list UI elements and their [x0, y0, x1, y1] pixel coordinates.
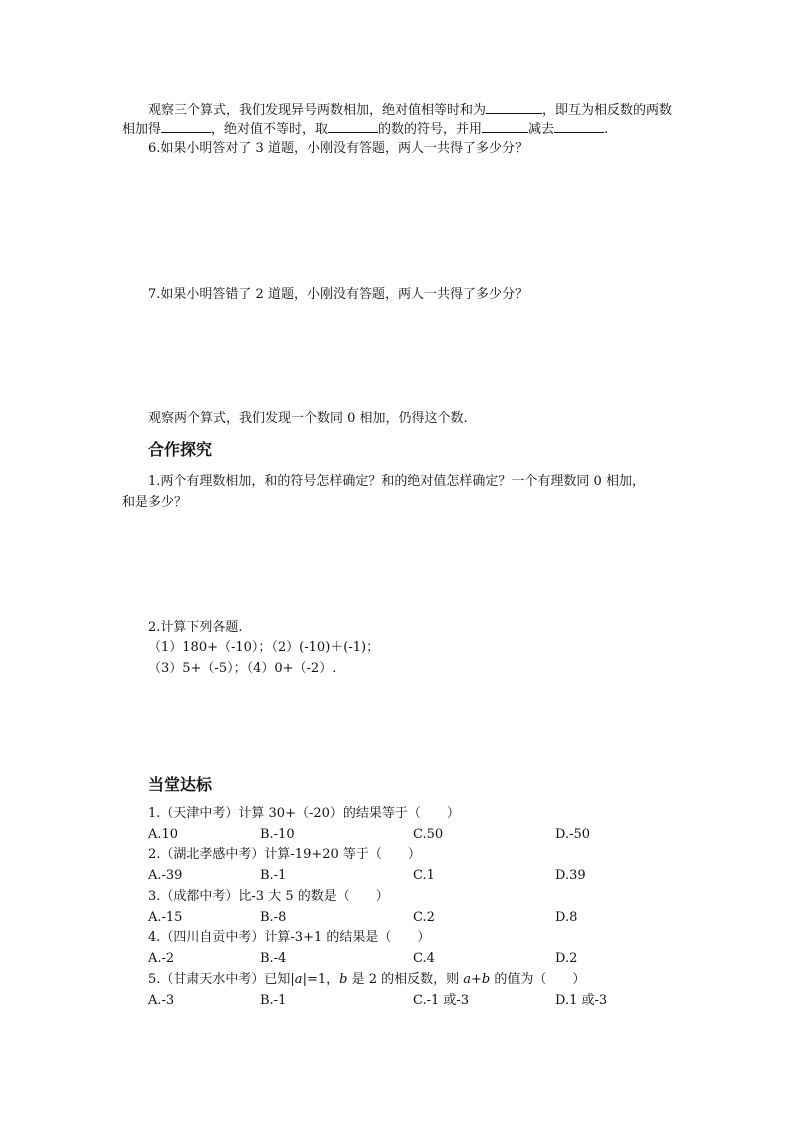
- text-segment: ，绝对值不等时，取: [211, 122, 329, 137]
- option-d[interactable]: D.1 或-3: [555, 993, 608, 1008]
- question-6: 6.如果小明答对了 3 道题，小刚没有答题，两人一共得了多少分？: [148, 141, 528, 156]
- text-segment: 5.（甘肃天水中考）已知|: [148, 972, 295, 987]
- observe-paragraph-line2: [122, 119, 608, 139]
- option-c[interactable]: C.-1 或-3: [413, 993, 470, 1008]
- option-d[interactable]: D.39: [555, 868, 586, 883]
- practice-question-3: 3.（成都中考）比-3 大 5 的数是（ ）: [148, 889, 389, 904]
- option-b[interactable]: B.-8: [260, 910, 287, 925]
- section-heading-cooperation: 合作探究: [148, 440, 213, 459]
- practice-question-2: 2.（湖北孝感中考）计算-19+20 等于（ ）: [148, 847, 421, 862]
- coop-question-1-line1: 1.两个有理数相加，和的符号怎样确定？和的绝对值怎样确定？一个有理数同 0 相加，: [148, 474, 645, 489]
- option-d[interactable]: D.8: [555, 910, 578, 925]
- coop-question-2-title: 2.计算下列各题.: [148, 620, 243, 635]
- section-heading-practice: 当堂达标: [148, 775, 213, 794]
- variable-b: b: [339, 972, 348, 987]
- option-b[interactable]: B.-4: [260, 951, 287, 966]
- variable-a: a: [294, 972, 303, 987]
- variable-a-plus-b: a+b: [463, 972, 491, 987]
- practice-question-1: 1.（天津中考）计算 30+（-20）的结果等于（ ）: [148, 806, 460, 821]
- observe-paragraph-line1: [148, 100, 672, 120]
- text-segment: ，即互为相反数的两数: [542, 103, 673, 118]
- option-b[interactable]: B.-1: [260, 868, 287, 883]
- option-a[interactable]: A.10: [148, 827, 179, 842]
- practice-question-5: [148, 971, 585, 989]
- observe-paragraph-2: 观察两个算式，我们发现一个数同 0 相加，仍得这个数.: [148, 411, 468, 426]
- coop-question-1-line2: 和是多少？: [122, 495, 188, 510]
- answer-blank[interactable]: [161, 119, 211, 133]
- option-c[interactable]: C.50: [413, 827, 444, 842]
- option-a[interactable]: A.-2: [148, 951, 175, 966]
- option-a[interactable]: A.-39: [148, 868, 183, 883]
- coop-question-2-line2: （3）5+（-5）；（4）0+（-2）.: [148, 661, 337, 676]
- text-segment: |=1，: [302, 972, 340, 987]
- answer-blank[interactable]: [328, 119, 378, 133]
- text-segment: .: [604, 122, 609, 137]
- text-segment: 观察三个算式，我们发现异号两数相加，绝对值相等时和为: [148, 103, 487, 118]
- option-d[interactable]: D.-50: [555, 827, 591, 842]
- answer-blank[interactable]: [554, 119, 604, 133]
- option-b[interactable]: B.-10: [260, 827, 295, 842]
- option-a[interactable]: A.-15: [148, 910, 183, 925]
- practice-question-4: 4.（四川自贡中考）计算-3+1 的结果是（ ）: [148, 930, 431, 945]
- option-c[interactable]: C.1: [413, 868, 435, 883]
- option-d[interactable]: D.2: [555, 951, 578, 966]
- text-segment: 相加得: [122, 122, 162, 137]
- answer-blank[interactable]: [486, 100, 542, 114]
- question-7: 7.如果小明答错了 2 道题，小刚没有答题，两人一共得了多少分？: [148, 287, 528, 302]
- text-segment: 的数的符号，并用: [378, 122, 483, 137]
- text-segment: 是 2 的相反数，则: [347, 972, 464, 987]
- text-segment: 的值为（ ）: [490, 972, 586, 987]
- answer-blank[interactable]: [482, 119, 528, 133]
- option-a[interactable]: A.-3: [148, 993, 175, 1008]
- option-c[interactable]: C.2: [413, 910, 435, 925]
- coop-question-2-line1: （1）180+（-10）；（2）(-10)＋(-1)；: [148, 640, 380, 655]
- option-b[interactable]: B.-1: [260, 993, 287, 1008]
- option-c[interactable]: C.4: [413, 951, 435, 966]
- text-segment: 减去: [528, 122, 555, 137]
